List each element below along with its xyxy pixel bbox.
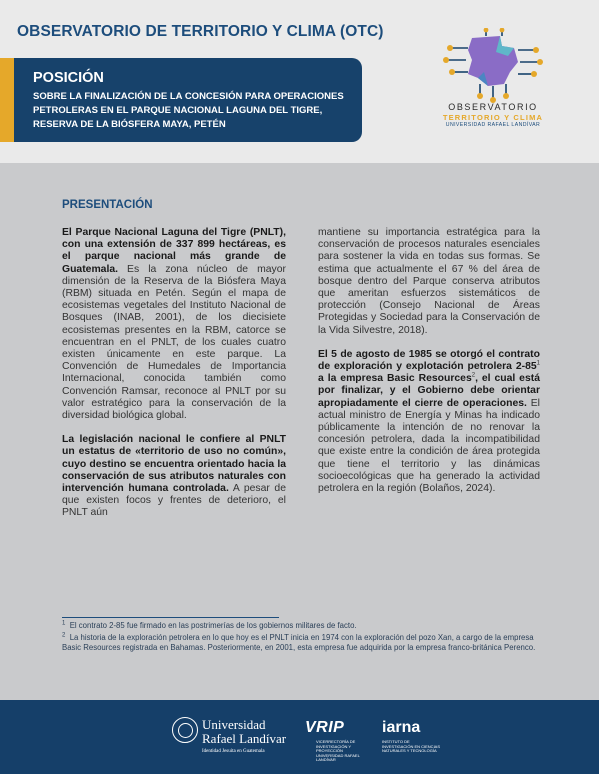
footnote-2-mark: 2 [62,631,66,638]
footnotes [62,621,552,655]
paragraph-1 [62,227,286,422]
footnote-divider [62,617,279,618]
paragraph-1-lead: El Parque Nacional Laguna del Tigre (PNLT), con una extensión de 337 899 hectáreas, es el parque nacional más grande de Guatemala. [62,227,286,275]
vrip-logo: VRIP [305,719,345,736]
paragraph-4-lead-c: , el cual está por finalizar, y el Gobierno debe orientar apropiadamente el cierre de operaciones. [318,373,540,409]
logo-text-university: UNIVERSIDAD RAFAEL LANDÍVAR [445,122,541,128]
doc-type-title: POSICIÓN [33,70,104,86]
paragraph-2-body: A pesar de que existen focos y frentes de deterioro, el PNLT aún [62,483,286,519]
paragraph-2-lead: La legislación nacional le confiere al PNLT un estatus de «territorio de uso no común», cuyo destino se encuentra orientado hacia la conservación de sus atributos naturales con intervención humana controlada. [62,434,286,495]
url-logo-line1: Universidad [202,717,266,732]
url-logo-line2: Rafael Landívar [202,731,287,746]
logo-text-observatorio: OBSERVATORIO [448,102,538,112]
otc-network-map-logo [438,28,548,104]
banner-accent-bar [0,58,14,142]
section-heading: PRESENTACIÓN [62,199,153,211]
footnote-ref-2[interactable]: 2 [471,372,476,379]
text-column-right [318,227,540,507]
vrip-subtitle: VICERRECTORÍA DE INVESTIGACIÓN Y PROYECCIÓN UNIVERSIDAD RAFAEL LANDÍVAR [316,739,360,763]
url-seal-icon [172,717,198,743]
text-column-left [62,227,286,532]
paragraph-4-body: El actual ministro de Energía y Minas ha indicado públicamente la intención de no renovar la concesión petrolera, dada la incompatibilidad que existe entre la condición de área protegida que tiene el territorio y las dinámicas socioecológicas que ha generado la actividad petrolera en la región (Bolaños, 2024). [318,397,540,495]
footnote-1-text: El contrato 2-85 fue firmado en las postrimerías de los gobiernos militares de facto. [69,621,357,630]
paragraph-2 [62,434,286,519]
paragraph-4 [318,349,540,495]
paragraph-1-body: Es la zona núcleo de mayor dimensión de la Reserva de la Biósfera Maya (RBM) situada en Petén. Según el mapa de ecosistemas vegetales del Instituto Nacional de Bosques (INAB, 2001), de los diecisiete ecosistemas presentes en la RBM, catorce se encuentran en el PNLT, de los cuales cuatro existen únicamente en este parque. La Convención de Humedales de Importancia Internacional, conocida también como Convención Ramsar, reconoce al PNLT por su valor estratégico para la conservación de la diversidad biológica global. [62,263,286,422]
paragraph-4-lead-a: El 5 de agosto de 1985 se otorgó el contrato de exploración y explotación petrolera 2-85 [318,348,540,373]
footnote-2 [62,633,552,654]
doc-subtitle: SOBRE LA FINALIZACIÓN DE LA CONCESIÓN PARA OPERACIONES PETROLERAS EN EL PARQUE NACIONAL LAGUNA DEL TIGRE, RESERVA DE LA BIÓSFERA MAYA, PETÉN [33,91,344,130]
footnote-2-text: La historia de la exploración petrolera en lo que hoy es el PNLT inicia en 1974 con la exploración del pozo Xan, a cargo de la empresa Basic Resources registrada en Bahamas. Posteriormente, en 2001, esta empresa fue adquirida por la empresa franco-británica Perenco. [62,632,536,652]
url-logo-tagline: Identidad Jesuita en Guatemala [202,749,265,754]
iarna-logo: iarna [382,719,421,736]
org-title: OBSERVATORIO DE TERRITORIO Y CLIMA (OTC) [17,23,384,40]
footnote-ref-1[interactable]: 1 [536,360,540,367]
iarna-subtitle: INSTITUTO DE INVESTIGACIÓN EN CIENCIAS NATURALES Y TECNOLOGÍA [382,739,441,754]
paragraph-3: mantiene su importancia estratégica para la conservación de procesos naturales esenciales para sostener la vida en todas sus formas. Se estima que actualmente el 67 % del área de bosque dentro del Parque conserva atributos que ameritan esfuerzos sistemáticos de protección (Consejo Nacional de Áreas Protegidas y Sociedad para la Conservación de la Vida Silvestre, 2018). [318,227,540,336]
footer-band [0,700,599,774]
logo-text-territorio: TERRITORIO Y CLIMA [442,113,544,122]
footnote-1 [62,621,552,632]
paragraph-4-lead-b: a la empresa Basic Resources [318,373,472,385]
footnote-1-mark: 1 [62,620,66,627]
